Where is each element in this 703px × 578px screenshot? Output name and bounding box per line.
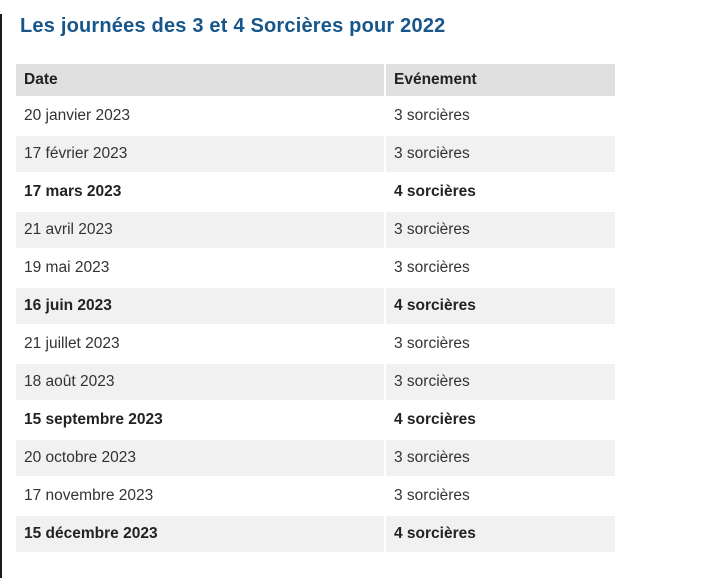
table-body <box>16 98 615 552</box>
table-row <box>16 174 615 210</box>
table-row <box>16 516 615 552</box>
event-cell: 3 sorcières <box>386 250 615 286</box>
event-cell: 3 sorcières <box>386 136 615 172</box>
page-title: Les journées des 3 et 4 Sorcières pour 2022 <box>20 15 446 37</box>
event-cell: 3 sorcières <box>386 326 615 362</box>
column-header-event: Evénement <box>386 64 615 96</box>
date-cell: 21 avril 2023 <box>16 212 384 248</box>
table-row <box>16 250 615 286</box>
date-cell: 20 janvier 2023 <box>16 98 384 134</box>
date-cell: 15 septembre 2023 <box>16 402 384 438</box>
date-cell: 18 août 2023 <box>16 364 384 400</box>
event-cell: 3 sorcières <box>386 440 615 476</box>
event-cell: 4 sorcières <box>386 402 615 438</box>
table-row <box>16 478 615 514</box>
date-cell: 17 février 2023 <box>16 136 384 172</box>
date-cell: 15 décembre 2023 <box>16 516 384 552</box>
date-cell: 19 mai 2023 <box>16 250 384 286</box>
date-cell: 17 novembre 2023 <box>16 478 384 514</box>
event-cell: 3 sorcières <box>386 98 615 134</box>
table-row <box>16 326 615 362</box>
date-cell: 20 octobre 2023 <box>16 440 384 476</box>
date-cell: 17 mars 2023 <box>16 174 384 210</box>
column-header-date: Date <box>16 64 384 96</box>
date-cell: 21 juillet 2023 <box>16 326 384 362</box>
page-left-border <box>0 14 2 578</box>
event-cell: 4 sorcières <box>386 288 615 324</box>
table-row <box>16 98 615 134</box>
witching-days-table <box>14 62 617 554</box>
table-row <box>16 364 615 400</box>
table-row <box>16 440 615 476</box>
event-cell: 3 sorcières <box>386 212 615 248</box>
event-cell: 3 sorcières <box>386 478 615 514</box>
table-row <box>16 288 615 324</box>
content-area <box>0 14 703 554</box>
table-row <box>16 402 615 438</box>
event-cell: 3 sorcières <box>386 364 615 400</box>
table-header-row <box>16 64 615 96</box>
date-cell: 16 juin 2023 <box>16 288 384 324</box>
event-cell: 4 sorcières <box>386 516 615 552</box>
event-cell: 4 sorcières <box>386 174 615 210</box>
table-row <box>16 212 615 248</box>
table-row <box>16 136 615 172</box>
